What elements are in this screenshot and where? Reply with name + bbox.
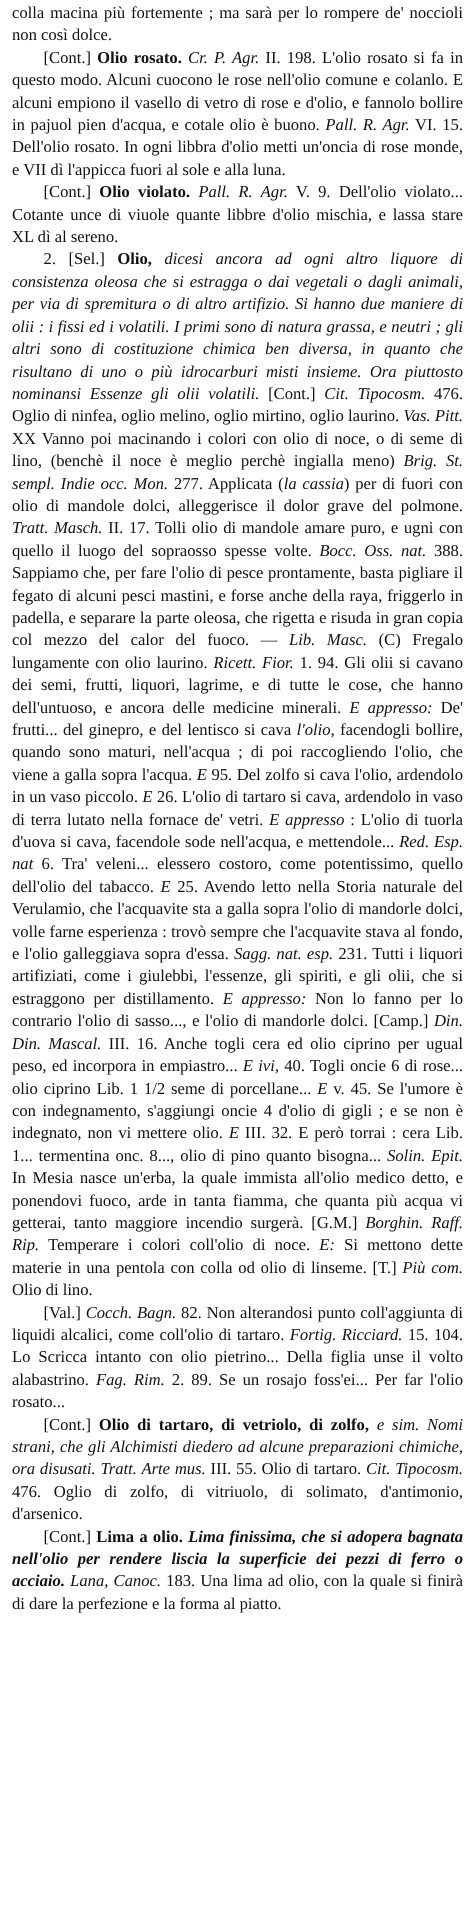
entry-text: 476. Oglio di ninfea, oglio melino, oglio mirtino, oglio laurino.: [12, 383, 463, 426]
citation: Tratt. Masch.: [12, 518, 103, 538]
entry-text: 388. Sappiamo che, per fare l'olio di pesce prontamente, basta pigliare il fegato di alcuni pesci mastini, e forse anche della raya, friggerlo in padella, e separare la parte oleosa, che rigetta e risuda in gran copia col mezzo del calor del fuoco. —: [12, 540, 463, 650]
continuation-text: colla macina più fortemente ; ma sarà per lo rompere de' noccioli non così dolce.: [12, 3, 463, 45]
citation: Lib. Masc.: [289, 630, 367, 650]
entry-text: Si mettono dette materie in una pentola con colla od olio di linseme.: [12, 1235, 463, 1277]
entry-text: 25. Avendo letto nella Storia naturale del Verulamio, che l'acquavite sta a galla sopra l'olio di mandorle dolci, volle farne esperienza : trovò sempre che l'acquavite stava al fondo, e l'olio galleggiava sopra d'essa.: [12, 876, 463, 964]
cross-reference: E: [228, 1123, 239, 1143]
citation: Bocc. Oss. nat.: [319, 540, 427, 560]
sense-number: 2. [Sel.]: [43, 249, 118, 269]
citation: Brig. St. sempl. Indie occ. Mon.: [12, 451, 463, 493]
source-tag: [Cont.]: [43, 1526, 97, 1546]
definition: e sim. Nomi strani, che gli Alchimisti diedero ad alcune preparazioni chimiche, ora disusati.: [12, 1414, 463, 1479]
source-tag: [Cont.]: [43, 47, 98, 67]
citation: Ricett. Fior.: [213, 652, 294, 672]
entry-text: 476. Oglio di zolfo, di vitriuolo, di solimato, d'antimonio, d'arsenico.: [12, 1481, 463, 1524]
entry-text: (C) Fregalo lungamente con olio laurino.: [12, 630, 464, 672]
entry-text: 231. Tutti i liquori artifiziati, come i giulebbi, l'essenze, gli spiriti, e gli olii, che si estraggono per distillamento.: [12, 944, 463, 1008]
citation: Pall. R. Agr.: [198, 182, 288, 202]
usage-note: Più com.: [402, 1257, 463, 1277]
entry-text: 15. 104. Lo Scricca intanto con olio pietrino... Della figlia unse il volto alabastrino.: [12, 1324, 464, 1389]
source-tag: [Cont.]: [259, 383, 325, 403]
citation: Borghin. Raff. Rip.: [12, 1212, 463, 1255]
entry-heading: Olio,: [117, 249, 152, 269]
entry-text: 183. Una lima ad olio, con la quale si finirà di dare la perfezione e la forma al piatto.: [12, 1571, 463, 1613]
entry-text: 40. Togli oncie 6 di rose... olio ciprino Lib. 1 1/2 seme di porcellane...: [12, 1056, 463, 1098]
entry-text: XX Vanno poi macinando i colori con olio di noce, o di seme di lino, (benchè il noce è meglio perchè ingialla meno): [12, 428, 463, 471]
citation: Sagg. nat. esp.: [233, 944, 334, 964]
entry-text: De' frutti... del ginepro, e del lentisco si cava: [12, 697, 463, 739]
entry-text: III. 55. Olio di tartaro.: [205, 1459, 366, 1479]
definition: dicesi ancora ad ogni altro liquore di consistenza oleosa che si estragga o dai vegetali o dagli animali, per via di spremitura o di altro artifizio. Si hanno due maniere di olii : i fissi ed i volatili. I primi sono di natura grassa, e neutri ; gli altri sono di costituzione chimica ben diversa, in quanto che risultano di uno o più idrocarburi misti insieme. Ora piuttosto nominansi Essenze gli olii volatili.: [12, 249, 464, 403]
cross-reference: E: [196, 764, 207, 784]
entry-text: 6. Tra' veleni... elessero costoro, come potentissimo, quello dell'olio del tabacco.: [12, 854, 463, 896]
citation: Vas. Pitt.: [403, 406, 464, 426]
citation: Fortig. Ricciard.: [289, 1324, 403, 1344]
source-tag: [Cont.]: [43, 1414, 99, 1434]
cross-reference: E:: [319, 1235, 335, 1255]
entry-text: 26. L'olio di tartaro si cava, ardendolo in vaso di terra lutato nella fornace de' vetri.: [12, 787, 463, 829]
entry-text: 1. 94. Gli olii si cavano dei semi, frutti, liquori, lagrime, e di tutte le cose, che hanno dell'untuoso, e ancora delle medicine minerali.: [12, 652, 463, 717]
definition: Lima finissima, che si adopera bagnata nell'olio per rendere liscia la superficie dei pezzi di ferro o acciaio.: [12, 1526, 463, 1591]
gloss: l'olio: [296, 720, 331, 739]
cross-reference: E: [160, 876, 171, 896]
paragraph-continuation: [12, 2, 463, 47]
entry-val-citations: [12, 1302, 463, 1414]
entry-text: , facendogli bollire, quando sono maturi, nell'acqua ; di poi raccogliendo l'olio, che viene a galla sopra l'acqua.: [12, 720, 463, 784]
citation: Din. Din. Mascal.: [12, 1011, 463, 1053]
entry-text: II. 198. L'olio rosato si fa in questo modo. Alcuni cuocono le rose nell'olio comune e colanlo. E alcuni empiono il vasello di vetro di rose e d'olio, e fannolo bollire in pajuol pien d'acqua, e cotale olio è buono.: [12, 47, 463, 135]
citation: Cit. Tipocosm.: [365, 1459, 463, 1479]
entry-text: 82. Non alterandosi punto coll'aggiunta di liquidi alcalici, come coll'olio di tartaro.: [12, 1302, 464, 1344]
entry-text: III. 32. E però torrai : cera Lib. 1... termentina onc. 8..., olio di pino quanto bisogna...: [12, 1123, 463, 1165]
entry-text: 95. Del zolfo si cava l'olio, ardendolo in un vaso piccolo.: [12, 764, 463, 807]
entry-text: V. 9. Dell'olio violato... Cotante unce di viuole quante libbre d'olio mischia, e lassa stare XL dì al sereno.: [12, 182, 463, 247]
entry-text: Non lo fanno per lo contrario l'olio di sasso..., e l'olio di mandorle dolci.: [12, 988, 463, 1031]
cross-reference: E: [317, 1078, 328, 1098]
gloss: la cassia: [283, 473, 344, 493]
entry-text: In Mesia nasce un'erba, la quale immista all'olio medico detto, e ponendovi fuoco, arde in tanta fiamma, che quanta più acqua vi getterai, tanto maggiore incendio surgerà.: [12, 1168, 463, 1232]
citation: Solin. Epit.: [387, 1145, 464, 1165]
entry-text: v. 45. Se l'umore è con indegnamento, s'aggiungi oncie 4 d'olio di gigli ; e se non è indegnato, non vi mettere olio.: [12, 1078, 463, 1143]
entry-text: 2. 89. Se un rosajo foss'ei... Per far l'olio rosato...: [12, 1369, 463, 1412]
entry-heading: Olio rosato.: [97, 47, 182, 67]
source-tag: [G.M.]: [303, 1212, 366, 1232]
cross-reference: E appresso:: [349, 697, 433, 717]
entry-heading: Olio di tartaro, di vetriolo, di zolfo,: [98, 1414, 369, 1434]
entry-text: VI. 15. Dell'olio rosato. In ogni libbra d'olio metti un'oncia di rose monde, e VII dì l'appicca fuori al sole e alla luna.: [12, 115, 463, 179]
entry-text: III. 16. Anche togli cera ed olio ciprino per ugual peso, ed incorpora in empiastro...: [12, 1033, 463, 1076]
entry-text: : L'olio di tuorla d'uova si cava, facendole sode nell'acqua, e mettendole...: [12, 809, 463, 852]
entry-olio-violato: [12, 181, 463, 248]
citation: Fag. Rim.: [95, 1369, 165, 1389]
citation: Tratt. Arte mus.: [100, 1459, 206, 1479]
cross-reference: E ivi,: [242, 1056, 279, 1076]
entry-olio-di-tartaro: [12, 1414, 463, 1526]
citation: Lana, Canoc.: [70, 1571, 162, 1591]
entry-olio-rosato: [12, 47, 463, 181]
citation: Red. Esp. nat: [12, 832, 463, 874]
entry-heading: Lima a olio.: [96, 1526, 183, 1546]
source-tag: [T.]: [366, 1257, 403, 1277]
entry-olio-sense-2: [12, 248, 463, 1301]
source-tag: [Val.]: [43, 1302, 86, 1322]
cross-reference: E appresso: [269, 809, 345, 829]
citation: Cit. Tipocosm.: [324, 383, 426, 403]
entry-text: Olio di lino.: [12, 1280, 93, 1300]
cross-reference: E: [142, 787, 153, 807]
citation: Cr. P. Agr.: [188, 47, 260, 67]
entry-text: Temperare i colori coll'olio di noce.: [39, 1235, 320, 1255]
entry-text: II. 17. Tolli olio di mandole amare puro, e ugni con quello il luogo del sopraosso spesse volte.: [12, 518, 463, 560]
entry-text: 277. Applicata (: [168, 473, 284, 493]
citation: Pall. R. Agr.: [325, 115, 410, 135]
source-tag: [Cont.]: [43, 182, 100, 202]
entry-heading: Olio violato.: [99, 182, 191, 202]
entry-lima-a-olio: [12, 1526, 463, 1616]
entry-text: ) per di fuori con olio di mandole dolci, alleggerisce il dolor grave del polmone.: [12, 473, 463, 515]
source-tag: [Camp.]: [367, 1011, 434, 1031]
cross-reference: E appresso:: [222, 988, 307, 1008]
citation: Cocch. Bagn.: [85, 1302, 177, 1322]
